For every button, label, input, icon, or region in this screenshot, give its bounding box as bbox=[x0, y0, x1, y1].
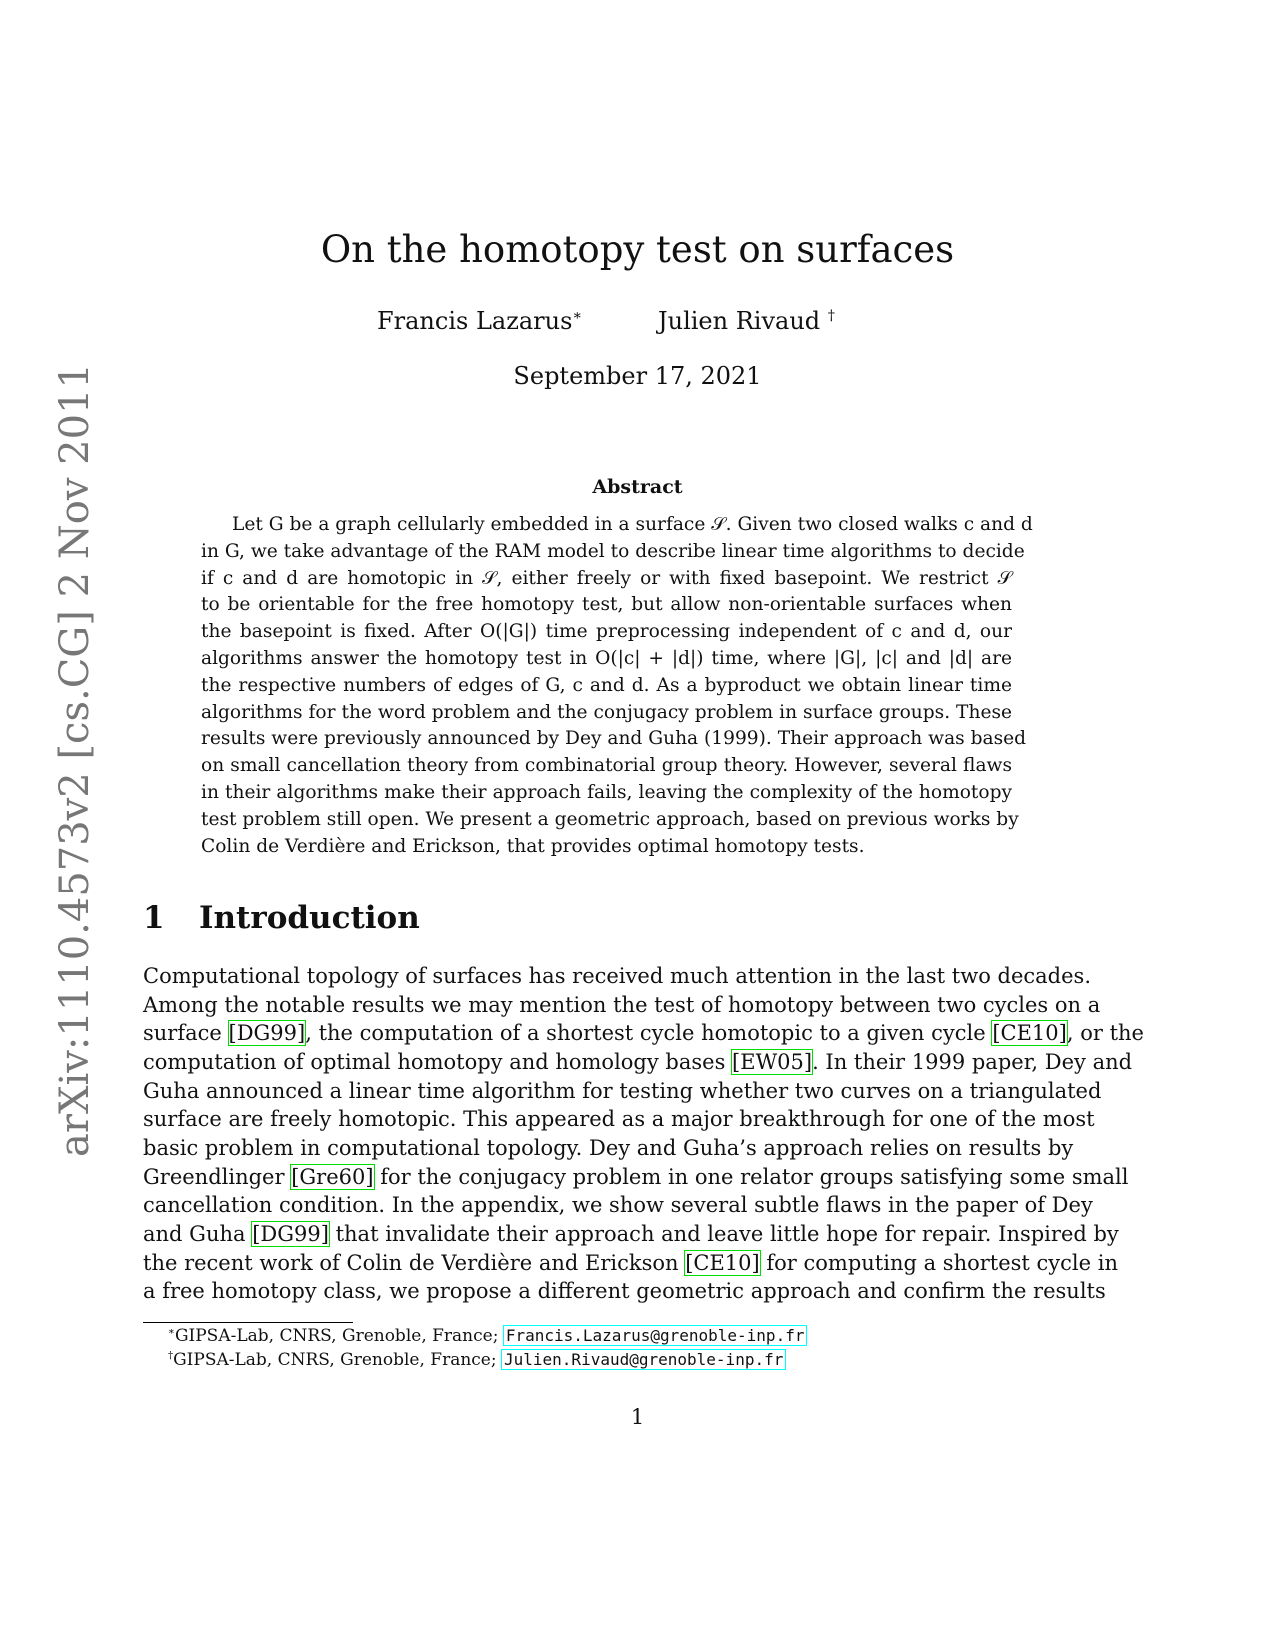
abstract-line: algorithms for the word problem and the conjugacy problem in surface groups. These bbox=[201, 701, 1012, 723]
text-segment: computation of optimal homotopy and homology bases bbox=[143, 1049, 733, 1074]
abstract-line: results were previously announced by Dey and Guha (1999). Their approach was based bbox=[201, 728, 1027, 750]
footnote-mark: † bbox=[827, 308, 835, 324]
arxiv-identifier: arXiv:1110.4573v2 [cs.CG] 2 Nov 2011 bbox=[52, 363, 98, 1157]
text-segment: Greendlinger bbox=[143, 1164, 292, 1189]
intro-line bbox=[143, 992, 1101, 1017]
intro-line bbox=[143, 1135, 1074, 1160]
section-title: Introduction bbox=[199, 900, 420, 936]
citation-link[interactable]: [CE10] bbox=[992, 1021, 1067, 1046]
intro-line bbox=[143, 1021, 1144, 1046]
intro-line bbox=[143, 1049, 1133, 1074]
author-2 bbox=[658, 307, 835, 335]
footnote-mark: ∗ bbox=[572, 308, 583, 324]
abstract-heading: Abstract bbox=[592, 476, 683, 498]
paper-title: On the homotopy test on surfaces bbox=[320, 228, 955, 271]
abstract-line: Let G be a graph cellularly embedded in a surface 𝒮. Given two closed walks c and d bbox=[232, 514, 1033, 535]
text-segment: for computing a shortest cycle in bbox=[759, 1250, 1118, 1275]
abstract-line: if c and d are homotopic in 𝒮, either freely or with fixed basepoint. We restrict 𝒮 bbox=[201, 567, 1012, 589]
intro-line bbox=[143, 1107, 1095, 1132]
intro-line bbox=[143, 1078, 1102, 1103]
text-segment: a free homotopy class, we propose a different geometric approach and confirm the results bbox=[143, 1279, 1106, 1304]
page-number: 1 bbox=[630, 1405, 645, 1429]
abstract-line: Colin de Verdière and Erickson, that provides optimal homotopy tests. bbox=[201, 835, 865, 857]
text-segment: surface bbox=[143, 1021, 229, 1046]
text-segment: for the conjugacy problem in one relator groups satisfying some small bbox=[373, 1164, 1129, 1189]
email-link[interactable]: Francis.Lazarus@grenoble-inp.fr bbox=[505, 1326, 805, 1345]
footnote-text: GIPSA-Lab, CNRS, Grenoble, France; bbox=[173, 1350, 502, 1370]
text-segment: Among the notable results we may mention the test of homotopy between two cycles on a bbox=[143, 992, 1101, 1017]
text-segment: cancellation condition. In the appendix, we show several subtle flaws in the paper of Dey bbox=[143, 1193, 1093, 1218]
text-segment: . In their 1999 paper, Dey and bbox=[812, 1049, 1133, 1074]
text-segment: , or the bbox=[1066, 1021, 1144, 1046]
text-segment: that invalidate their approach and leave little hope for repair. Inspired by bbox=[328, 1221, 1119, 1246]
author-name: Francis Lazarus bbox=[377, 307, 573, 335]
text-segment: the recent work of Colin de Verdière and Erickson bbox=[143, 1250, 686, 1275]
intro-line bbox=[143, 1221, 1119, 1246]
footnote-mark: ∗ bbox=[168, 1326, 175, 1338]
abstract-line: on small cancellation theory from combinatorial group theory. However, several flaws bbox=[201, 755, 1012, 777]
text-segment: surface are freely homotopic. This appeared as a major breakthrough for one of the most bbox=[143, 1107, 1095, 1132]
intro-line bbox=[143, 964, 1092, 988]
intro-line bbox=[143, 1250, 1118, 1275]
section-number: 1 bbox=[143, 900, 165, 936]
abstract-line: test problem still open. We present a geometric approach, based on previous works by bbox=[201, 808, 1019, 830]
text-segment: , the computation of a shortest cycle homotopic to a given cycle bbox=[305, 1021, 993, 1046]
citation-link[interactable]: [DG99] bbox=[228, 1021, 306, 1046]
author-name: Julien Rivaud bbox=[658, 307, 828, 335]
abstract-line: algorithms answer the homotopy test in O(|c| + |d|) time, where |G|, |c| and |d| are bbox=[201, 648, 1012, 669]
citation-link[interactable]: [DG99] bbox=[252, 1221, 329, 1246]
citation-link[interactable]: [Gre60] bbox=[291, 1164, 374, 1189]
abstract-line: in their algorithms make their approach fails, leaving the complexity of the homotopy bbox=[201, 782, 1012, 803]
email-link[interactable]: Julien.Rivaud@grenoble-inp.fr bbox=[504, 1350, 784, 1369]
footnote-mark: † bbox=[168, 1350, 174, 1362]
author-1 bbox=[377, 307, 582, 335]
text-segment: basic problem in computational topology. Dey and Guha’s approach relies on results by bbox=[143, 1135, 1074, 1160]
abstract-line: in G, we take advantage of the RAM model to describe linear time algorithms to decide bbox=[201, 540, 1025, 562]
section-heading bbox=[143, 900, 420, 936]
footnote-1 bbox=[168, 1326, 806, 1346]
intro-line bbox=[143, 1164, 1129, 1189]
citation-link[interactable]: [EW05] bbox=[732, 1049, 813, 1074]
abstract-line: to be orientable for the free homotopy test, but allow non-orientable surfaces when bbox=[201, 594, 1012, 616]
footnote-2 bbox=[168, 1350, 785, 1370]
footnote-rule bbox=[143, 1322, 353, 1323]
text-segment: Computational topology of surfaces has received much attention in the last two decades. bbox=[143, 964, 1092, 988]
footnote-text: GIPSA-Lab, CNRS, Grenoble, France; bbox=[174, 1326, 504, 1346]
citation-link[interactable]: [CE10] bbox=[685, 1250, 760, 1275]
abstract-line: the respective numbers of edges of G, c and d. As a byproduct we obtain linear time bbox=[201, 674, 1012, 696]
intro-line bbox=[143, 1279, 1106, 1304]
paper-date: September 17, 2021 bbox=[513, 362, 762, 390]
intro-line bbox=[143, 1193, 1093, 1218]
text-segment: Guha announced a linear time algorithm for testing whether two curves on a triangulated bbox=[143, 1078, 1102, 1103]
abstract-line: the basepoint is fixed. After O(|G|) time preprocessing independent of c and d, our bbox=[201, 621, 1012, 643]
text-segment: and Guha bbox=[143, 1221, 253, 1246]
